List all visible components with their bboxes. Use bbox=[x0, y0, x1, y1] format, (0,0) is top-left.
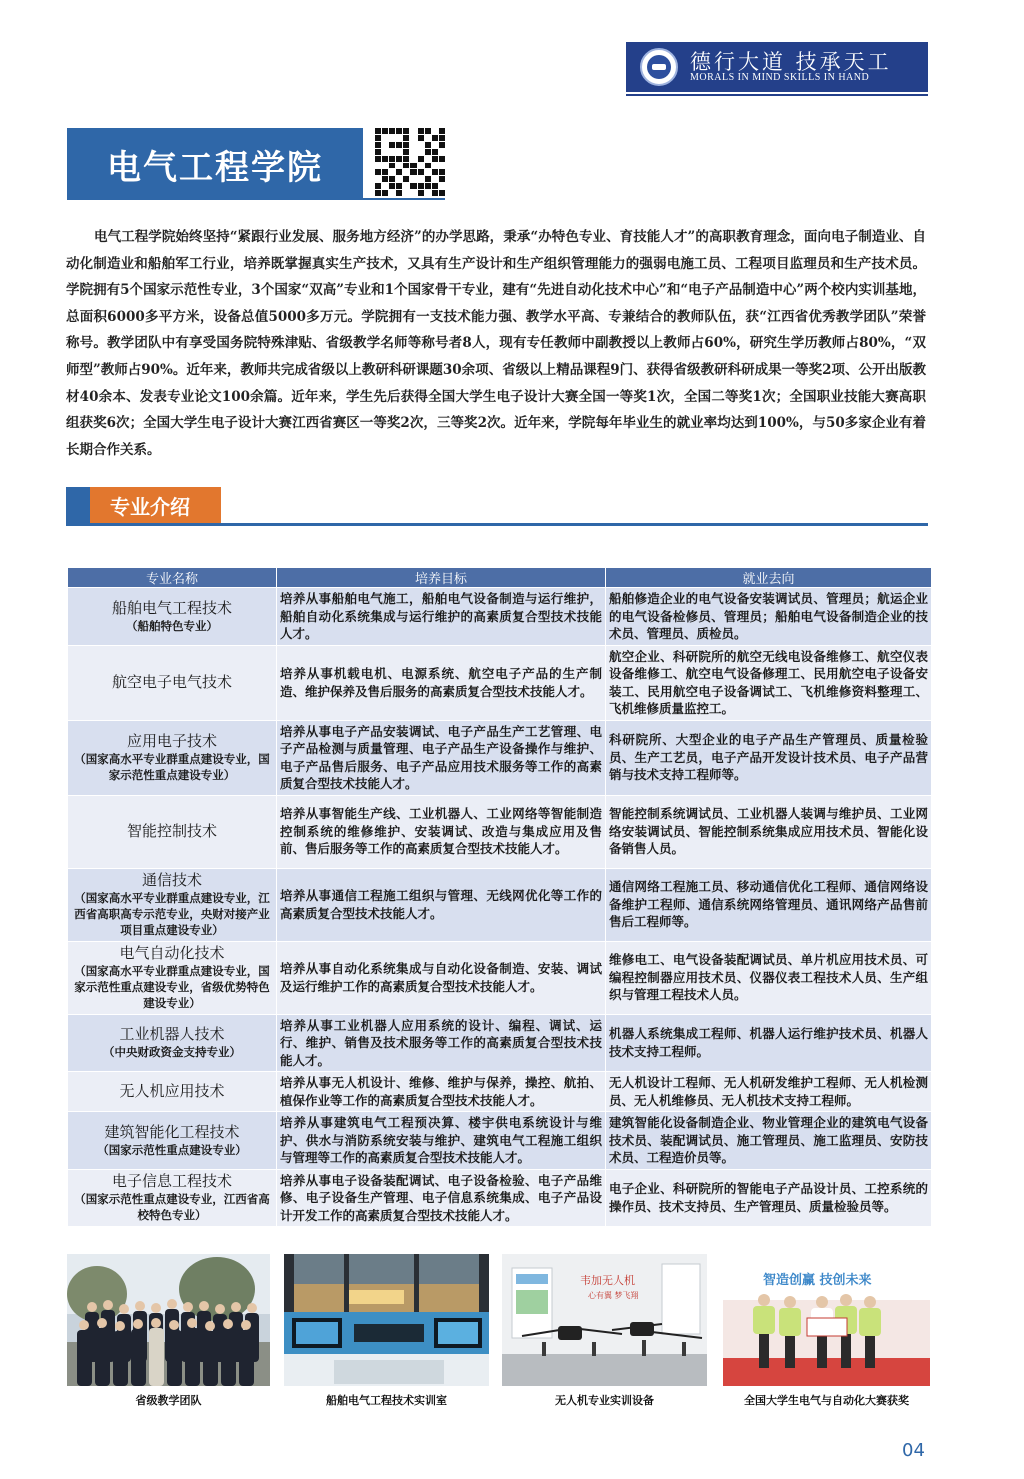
major-name: 应用电子技术 bbox=[126, 732, 217, 750]
drone-banner-subtitle: 心有翼 梦飞翔 bbox=[588, 1291, 639, 1300]
ship-console-photo bbox=[284, 1254, 489, 1386]
goal-cell: 培养从事电子设备装配调试、电子设备检验、电子产品维修、电子设备生产管理、电子信息系统集成、电子产品设计开发工作的高素质复合型技术技能人才。 bbox=[277, 1169, 606, 1227]
major-cell bbox=[68, 1112, 277, 1170]
major-note: （国家高水平专业群重点建设专业，国家示范性重点建设专业，省级优势特色建设专业） bbox=[74, 964, 270, 1010]
goal-cell: 培养从事智能生产线、工业机器人、工业网络等智能制造控制系统的维修维护、安装调试、改造与集成应用及售前、售后服务等工作的高素质复合型技术技能人才。 bbox=[277, 795, 606, 868]
title-underline bbox=[363, 198, 445, 200]
photo-caption: 无人机专业实训设备 bbox=[555, 1394, 654, 1407]
header-rule bbox=[626, 94, 928, 96]
major-name: 通信技术 bbox=[141, 871, 202, 889]
section-marker bbox=[66, 487, 90, 523]
table-row bbox=[68, 795, 932, 868]
major-note: （国家高水平专业群重点建设专业，国家示范性重点建设专业） bbox=[74, 752, 270, 782]
award-photo bbox=[723, 1254, 930, 1386]
page-number: 04 bbox=[902, 1440, 925, 1461]
major-note: （船舶特色专业） bbox=[126, 618, 218, 633]
intro-paragraph: 电气工程学院始终坚持“紧跟行业发展、服务地方经济”的办学思路，秉承“办特色专业、育技能人才”的高职教育理念，面向电子制造业、自动化制造业和船舶军工行业，培养既掌握真实生产技术，又具有生产设计和生产组织管理能力的强弱电施工员、工程项目监理员和生产技术员。学院拥有5个国家示范性专业，3个国家“双高”专业和1个国家骨干专业，建有“先进自动化技术中心”和“电子产品制造中心”两个校内实训基地，总面积6000多平方米，设备总值5000多万元。学院拥有一支技术能力强、教学水平高、专兼结合的教师队伍，获“江西省优秀教学团队”荣誉称号。教学团队中有享受国务院特殊津贴、省级教学名师等称号者8人，现有专任教师中副教授以上教师占60%，研究生学历教师占80%，“双师型”教师占90%。近年来，教师共完成省级以上教研科研课题30余项、省级以上精品课程9门、获得省级教研科研成果一等奖2项、公开出版教材40余本、发表专业论文100余篇。近年来，学生先后获得全国大学生电子设计大赛全国一等奖1次，全国二等奖1次；全国职业技能大赛高职组获奖6次；全国大学生电子设计大赛江西省赛区一等奖2次，三等奖2次。近年来，学院每年毕业生的就业率均达到100%，与50多家企业有着长期合作关系。 bbox=[66, 229, 926, 458]
major-cell bbox=[68, 645, 277, 720]
goal-cell: 培养从事船舶电气施工，船舶电气设备制造与运行维护，船舶自动化系统集成与运行维护的高素质复合型技术技能人才。 bbox=[277, 588, 606, 646]
table-header-row bbox=[68, 568, 932, 588]
column-header-name: 专业名称 bbox=[68, 568, 277, 588]
section-rule bbox=[66, 523, 928, 526]
drone-banner-title: 韦加无人机 bbox=[580, 1274, 635, 1287]
major-name: 无人机应用技术 bbox=[119, 1082, 225, 1100]
column-header-goal: 培养目标 bbox=[277, 568, 606, 588]
table-row bbox=[68, 1112, 932, 1170]
motto-english: MORALS IN MIND SKILLS IN HAND bbox=[690, 72, 870, 83]
jobs-cell: 智能控制系统调试员、工业机器人装调与维护员、工业网络安装调试员、智能控制系统集成应用技术员、智能化设备销售人员。 bbox=[606, 795, 932, 868]
jobs-cell: 建筑智能化设备制造企业、物业管理企业的建筑电气设备技术员、装配调试员、施工管理员、施工监理员、安防技术员、工程造价员等。 bbox=[606, 1112, 932, 1170]
photo-caption: 船舶电气工程技术实训室 bbox=[326, 1394, 447, 1407]
drone-lab-photo bbox=[502, 1254, 707, 1386]
photo-caption: 省级教学团队 bbox=[135, 1394, 202, 1407]
goal-cell: 培养从事无人机设计、维修、维护与保养，操控、航拍、植保作业等工作的高素质复合型技术技能人才。 bbox=[277, 1072, 606, 1112]
major-cell bbox=[68, 588, 277, 646]
goal-cell: 培养从事机载电机、电源系统、航空电子产品的生产制造、维护保养及售后服务的高素质复合型技术技能人才。 bbox=[277, 645, 606, 720]
table-row bbox=[68, 1072, 932, 1112]
jobs-cell: 电子企业、科研院所的智能电子产品设计员、工控系统的操作员、技术支持员、生产管理员、质量检验员等。 bbox=[606, 1169, 932, 1227]
header-band bbox=[626, 42, 928, 92]
major-name: 电气自动化技术 bbox=[119, 944, 225, 962]
major-cell bbox=[68, 795, 277, 868]
major-cell bbox=[68, 1014, 277, 1072]
goal-cell: 培养从事通信工程施工组织与管理、无线网优化等工作的高素质复合型技术技能人才。 bbox=[277, 868, 606, 941]
table-row bbox=[68, 1169, 932, 1227]
table-row bbox=[68, 1014, 932, 1072]
major-note: （国家示范性重点建设专业，江西省高校特色专业） bbox=[74, 1192, 270, 1223]
team-photo bbox=[67, 1254, 270, 1386]
page-title-block bbox=[67, 128, 363, 200]
qr-code-icon bbox=[375, 128, 445, 196]
motto-chinese: 德行大道 技承天工 bbox=[690, 50, 892, 74]
table-row bbox=[68, 941, 932, 1014]
goal-cell: 培养从事电子产品安装调试、电子产品生产工艺管理、电子产品检测与质量管理、电子产品生产设备操作与维护、电子产品售后服务、电子产品应用技术服务等工作的高素质复合型技术技能人才。 bbox=[277, 720, 606, 795]
major-note: （国家示范性重点建设专业） bbox=[97, 1142, 247, 1157]
table-row bbox=[68, 645, 932, 720]
jobs-cell: 无人机设计工程师、无人机研发维护工程师、无人机检测员、无人机维修员、无人机技术支持工程师。 bbox=[606, 1072, 932, 1112]
major-name: 船舶电气工程技术 bbox=[111, 598, 232, 617]
award-banner-text: 智造创赢 技创未来 bbox=[763, 1273, 872, 1288]
jobs-cell: 通信网络工程施工员、移动通信优化工程师、通信网络设备维护工程师、通信系统网络管理员、通讯网络产品售前售后工程师等。 bbox=[606, 868, 932, 941]
major-cell bbox=[68, 868, 277, 941]
majors-table bbox=[67, 567, 932, 1227]
jobs-cell: 维修电工、电气设备装配调试员、单片机应用技术员、可编程控制器应用技术员、仪器仪表工程技术人员、生产组织与管理工程技术人员。 bbox=[606, 941, 932, 1014]
table-row bbox=[68, 720, 932, 795]
major-cell bbox=[68, 1169, 277, 1227]
page-title: 电气工程学院 bbox=[107, 147, 323, 188]
table-row bbox=[68, 868, 932, 941]
jobs-cell: 船舶修造企业的电气设备安装调试员、管理员；航运企业的电气设备检修员、管理员；船舶电气设备制造企业的技术员、管理员、质检员。 bbox=[606, 588, 932, 646]
section-title: 专业介绍 bbox=[110, 494, 190, 519]
section-heading bbox=[66, 487, 221, 523]
column-header-jobs: 就业去向 bbox=[606, 568, 932, 588]
school-logo-icon bbox=[640, 48, 678, 86]
major-name: 工业机器人技术 bbox=[119, 1025, 225, 1044]
major-name: 电子信息工程技术 bbox=[111, 1172, 232, 1191]
major-cell bbox=[68, 720, 277, 795]
major-cell bbox=[68, 941, 277, 1014]
jobs-cell: 航空企业、科研院所的航空无线电设备维修工、航空仪表设备维修工、航空电气设备修理工、民用航空电子设备安装工、民用航空电子设备调试工、飞机维修资料整理工、飞机维修质量监控工。 bbox=[606, 645, 932, 720]
major-note: （国家高水平专业群重点建设专业，江西省高职高专示范专业，央财对接产业项目重点建设专业） bbox=[74, 891, 270, 937]
major-name: 智能控制技术 bbox=[126, 822, 217, 840]
jobs-cell: 机器人系统集成工程师、机器人运行维护技术员、机器人技术支持工程师。 bbox=[606, 1014, 932, 1072]
photo-caption: 全国大学生电气与自动化大赛获奖 bbox=[744, 1394, 909, 1407]
major-note: （中央财政资金支持专业） bbox=[103, 1045, 241, 1060]
major-cell bbox=[68, 1072, 277, 1112]
jobs-cell: 科研院所、大型企业的电子产品生产管理员、质量检验员、生产工艺员，电子产品开发设计技术员、电子产品营销与技术支持工程师等。 bbox=[606, 720, 932, 795]
goal-cell: 培养从事自动化系统集成与自动化设备制造、安装、调试及运行维护工作的高素质复合型技术技能人才。 bbox=[277, 941, 606, 1014]
goal-cell: 培养从事建筑电气工程预决算、楼宇供电系统设计与维护、供水与消防系统安装与维护、建筑电气工程施工组织与管理等工作的高素质复合型技术技能人才。 bbox=[277, 1112, 606, 1170]
major-name: 航空电子电气技术 bbox=[111, 673, 232, 691]
major-name: 建筑智能化工程技术 bbox=[104, 1122, 240, 1141]
goal-cell: 培养从事工业机器人应用系统的设计、编程、调试、运行、维护、销售及技术服务等工作的高素质复合型技术技能人才。 bbox=[277, 1014, 606, 1072]
table-row bbox=[68, 588, 932, 646]
